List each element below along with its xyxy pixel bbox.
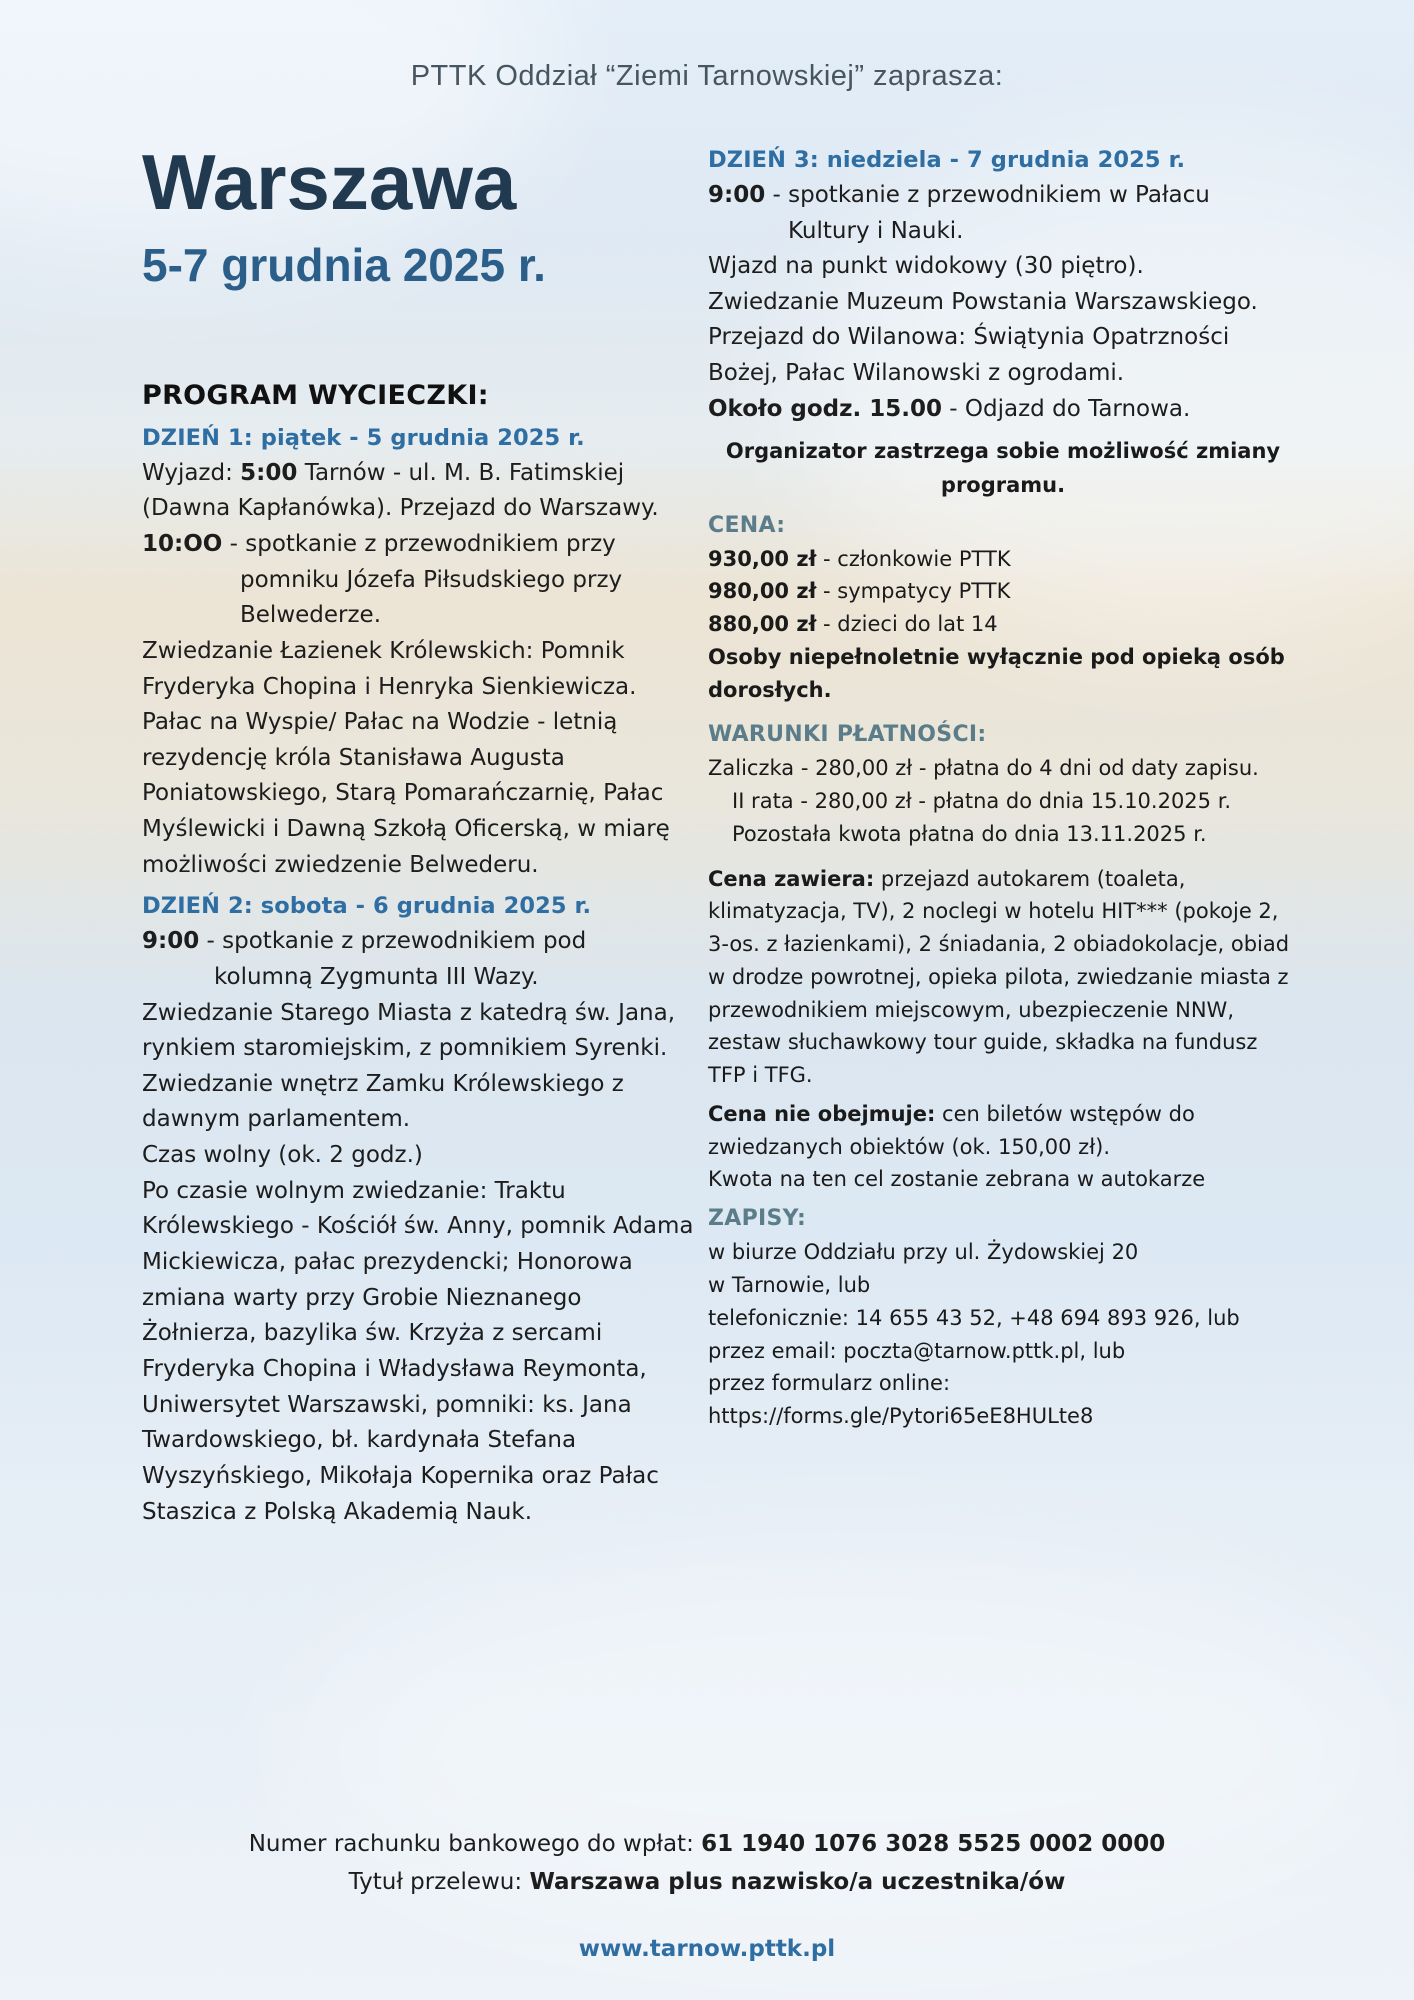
organizer-note: Organizator zastrzega sobie możliwość zmiany programu.	[725, 439, 1281, 497]
day1-meeting	[142, 527, 702, 634]
bank-account	[0, 1826, 1414, 1864]
price-item	[708, 543, 1298, 576]
transfer-title-value: Warszawa plus nazwisko/a uczestnika/ów	[529, 1868, 1066, 1895]
payment-deposit: Zaliczka - 280,00 zł - płatna do 4 dni od daty zapisu.	[708, 756, 1259, 781]
meeting-text-continued: pomniku Józefa Piłsudskiego przy Belwederze.	[240, 566, 623, 629]
day2-heading: DZIEŃ 2: sobota - 6 grudnia 2025 r.	[142, 893, 592, 920]
day3-return	[708, 392, 1298, 428]
day2-afternoon: Po czasie wolnym zwiedzanie: Traktu Królewskiego - Kościół św. Anny, pomnik Adama Mickiewicza, pałac prezydencki; Honorowa zmiana warty przy Grobie Nieznanego Żołnierza, bazylika św. Krzyża z sercami Fryderyka Chopina i Władysława Reymonta, Uniwersytet Warszawski, pomniki: ks. Jana Twardowskiego, bł. kardynała Stefana Wyszyńskiego, Mikołaja Kopernika oraz Pałac Staszica z Polską Akademią Nauk.	[142, 1177, 694, 1525]
meeting-text-continued: kolumną Zygmunta III Wazy.	[214, 963, 539, 990]
minors-note: Osoby niepełnoletnie wyłącznie pod opieką osób dorosłych.	[708, 644, 1285, 702]
program-heading: PROGRAM WYCIECZKI:	[142, 380, 489, 411]
day3-heading: DZIEŃ 3: niedziela - 7 grudnia 2025 r.	[708, 147, 1186, 173]
payment-heading: WARUNKI PŁATNOŚCI:	[708, 722, 987, 748]
meeting-text: - spotkanie z przewodnikiem pod	[199, 928, 587, 955]
left-column	[142, 375, 702, 1530]
registration-city: w Tarnowie, lub	[708, 1273, 871, 1298]
departure-time: 5:00	[240, 459, 298, 486]
registration-form-label: przez formularz online:	[708, 1371, 951, 1396]
transfer-title-label: Tytuł przelewu:	[348, 1868, 530, 1895]
payment-remaining: Pozostała kwota płatna do dnia 13.11.2025 r.	[732, 821, 1207, 846]
right-column	[708, 143, 1298, 1433]
day3-museum: Zwiedzanie Muzeum Powstania Warszawskiego.	[708, 288, 1258, 315]
meeting-text-continued: Kultury i Nauki.	[788, 217, 964, 244]
price-heading: CENA:	[708, 512, 786, 538]
includes-label: Cena zawiera:	[708, 866, 875, 891]
day2-free-time: Czas wolny (ok. 2 godz.)	[142, 1142, 423, 1169]
price-label: - członkowie PTTK	[816, 546, 1011, 571]
day1-departure	[142, 456, 702, 527]
registration-phone: telefonicznie: 14 655 43 52, +48 694 893 926, lub	[708, 1305, 1240, 1330]
bank-account-number: 61 1940 1076 3028 5525 0002 0000	[701, 1831, 1166, 1857]
payment-second-installment: II rata - 280,00 zł - płatna do dnia 15.10.2025 r.	[732, 789, 1232, 814]
price-excludes	[708, 1098, 1298, 1164]
price-item	[708, 608, 1298, 641]
price-value: 930,00 zł	[708, 546, 817, 571]
transfer-title	[0, 1864, 1414, 1902]
registration-email: przez email: poczta@tarnow.pttk.pl, lub	[708, 1338, 1126, 1363]
includes-text: przejazd autokarem (toaleta, klimatyzacja, TV), 2 noclegi w hotelu HIT*** (pokoje 2, 3-os. z łazienkami), 2 śniadania, 2 obiadokolacje, obiad w drodze powrotnej, opieka pilota, zwiedzanie miasta z przewodnikiem miejscowym, ubezpieczenie NNW, zestaw słuchawkowy tour guide, składka na fundusz TFP i TFG.	[708, 866, 1290, 1088]
meeting-text: - spotkanie z przewodnikiem w Pałacu	[765, 181, 1210, 208]
registration-form-link[interactable]: https://forms.gle/Pytori65eE8HULte8	[708, 1404, 1094, 1429]
departure-label: Wyjazd:	[142, 459, 241, 486]
price-value: 880,00 zł	[708, 612, 817, 637]
meeting-time: 10:OO	[142, 531, 223, 557]
bank-account-label: Numer rachunku bankowego do wpłat:	[248, 1831, 702, 1857]
excludes-note: Kwota na ten cel zostanie zebrana w autokarze	[708, 1167, 1206, 1192]
excludes-text: cen biletów wstępów do zwiedzanych obiektów (ok. 150,00 zł).	[708, 1101, 1195, 1159]
day3-meeting	[708, 178, 1298, 249]
day1-description: Zwiedzanie Łazienek Królewskich: Pomnik Fryderyka Chopina i Henryka Sienkiewicza. Pałac na Wyspie/ Pałac na Wodzie - letnią rezydencję króla Stanisława Augusta Poniatowskiego, Starą Pomarańczarnię, Pałac Myślewicki i Dawną Szkołą Oficerską, w miarę możliwości zwiedzenie Belwederu.	[142, 637, 670, 878]
page-subtitle: 5-7 grudnia 2025 r.	[142, 239, 546, 291]
meeting-text: - spotkanie z przewodnikiem przy	[222, 531, 616, 557]
price-item	[708, 575, 1298, 608]
page-title: Warszawa	[142, 138, 517, 226]
excludes-label: Cena nie obejmuje:	[708, 1101, 936, 1126]
price-label: - sympatycy PTTK	[816, 579, 1011, 604]
registration-office: w biurze Oddziału przy ul. Żydowskiej 20	[708, 1240, 1139, 1265]
day3-wilanow: Przejazd do Wilanowa: Świątynia Opatrzności Bożej, Pałac Wilanowski z ogrodami.	[708, 324, 1230, 387]
day3-viewpoint: Wjazd na punkt widokowy (30 piętro).	[708, 253, 1144, 280]
meeting-time: 9:00	[142, 928, 200, 955]
website-link[interactable]: www.tarnow.pttk.pl	[578, 1936, 836, 1962]
registration-heading: ZAPISY:	[708, 1206, 807, 1232]
day2-description: Zwiedzanie Starego Miasta z katedrą św. Jana, rynkiem staromiejskim, z pomnikiem Syrenki. Zwiedzanie wnętrz Zamku Królewskiego z dawnym parlamentem.	[142, 999, 676, 1133]
return-time: Około godz. 15.00	[708, 395, 942, 422]
organizer-line: PTTK Oddział “Ziemi Tarnowskiej” zaprasza:	[410, 60, 1004, 92]
return-text: - Odjazd do Tarnowa.	[942, 395, 1191, 422]
price-value: 980,00 zł	[708, 579, 817, 604]
departure-text: Tarnów - ul. M. B. Fatimskiej (Dawna Kapłanówka). Przejazd do Warszawy.	[142, 459, 659, 522]
bank-info	[0, 1826, 1414, 1902]
day2-meeting	[142, 924, 702, 995]
meeting-time: 9:00	[708, 181, 766, 208]
price-label: - dzieci do lat 14	[816, 612, 998, 637]
day1-heading: DZIEŃ 1: piątek - 5 grudnia 2025 r.	[142, 424, 585, 451]
price-includes	[708, 863, 1298, 1092]
